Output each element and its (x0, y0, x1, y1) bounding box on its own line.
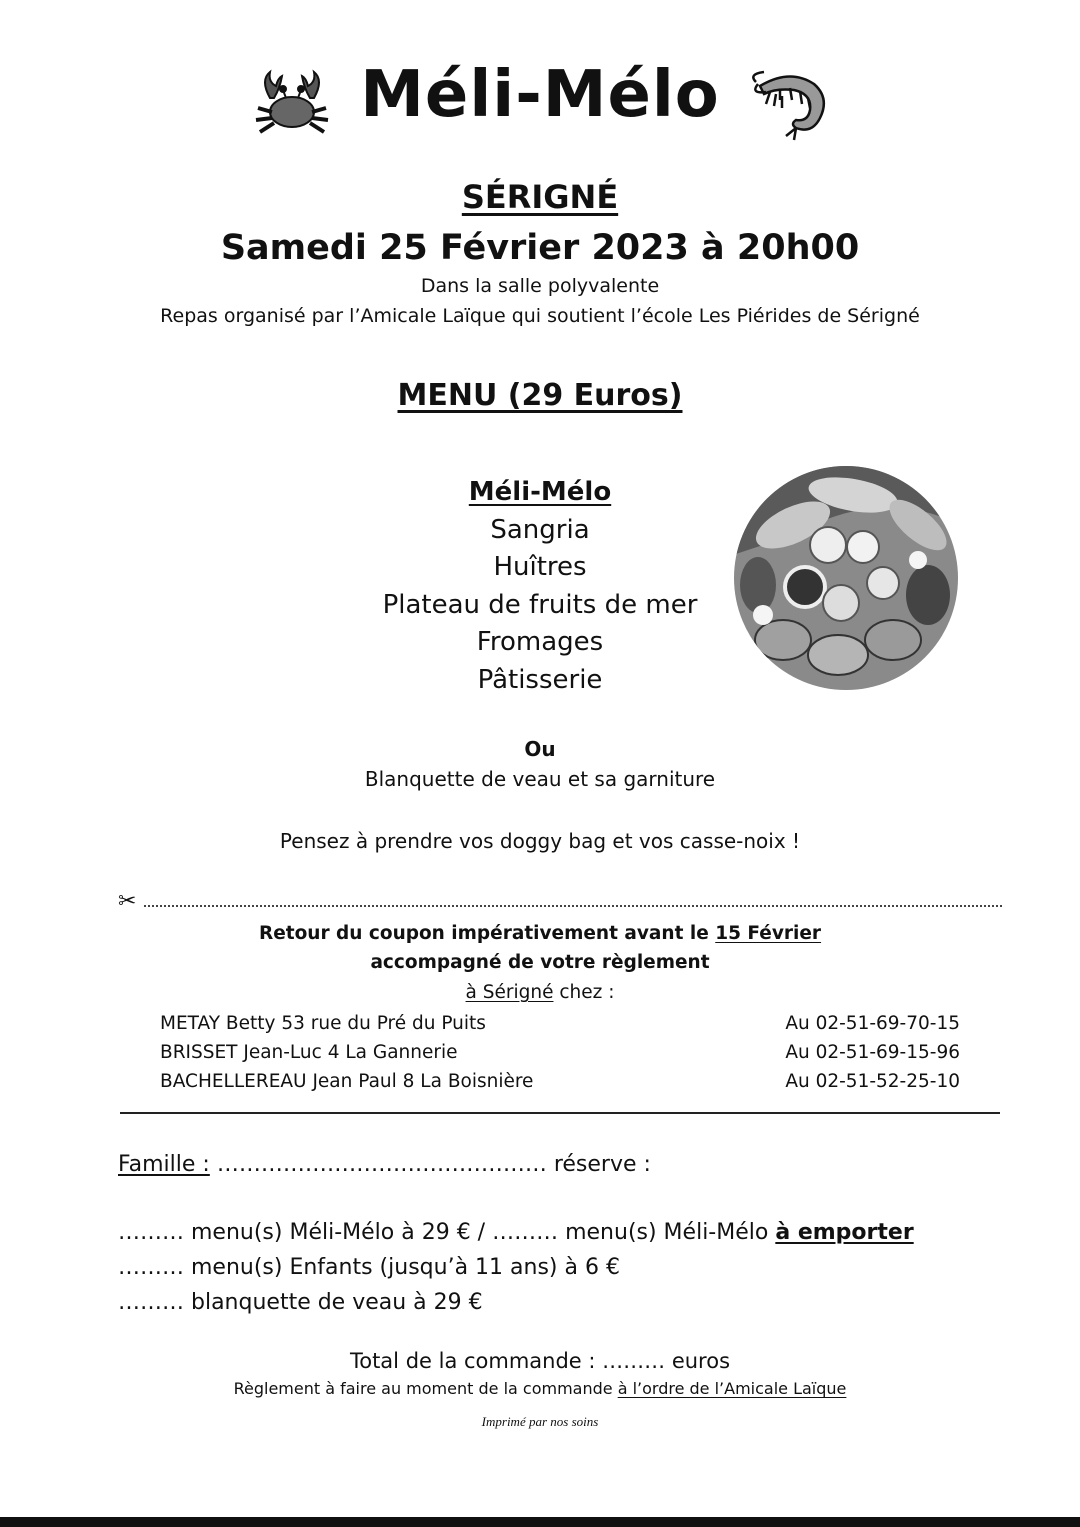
order-line-meli-melo (118, 1215, 914, 1250)
family-blank[interactable]: ……………………………………… (209, 1152, 554, 1177)
scissors-icon: ✂ (118, 889, 137, 914)
total-label: Total de la commande : (349, 1349, 603, 1373)
contact-row (160, 1067, 960, 1096)
event-venue: Dans la salle polyvalente (420, 275, 660, 297)
payment-note-text: Règlement à faire au moment de la commande (233, 1379, 618, 1398)
takeaway-label: à emporter (775, 1220, 914, 1245)
order-text: menu(s) Enfants (jusqu’à 11 ans) à 6 € (184, 1255, 620, 1280)
tip-text: Pensez à prendre vos doggy bag et vos casse-noix ! (279, 829, 801, 853)
contact-phone: Au 02-51-52-25-10 (785, 1071, 960, 1092)
event-location: SÉRIGNÉ (461, 178, 619, 216)
event-organizer: Repas organisé par l’Amicale Laïque qui soutient l’école Les Piérides de Sérigné (160, 305, 920, 327)
order-text: menu(s) Méli-Mélo à 29 € / (184, 1220, 493, 1245)
quantity-blank[interactable]: ……… (118, 1255, 184, 1280)
contact-phone: Au 02-51-69-70-15 (785, 1013, 960, 1034)
bottom-edge (0, 1517, 1080, 1527)
family-field[interactable] (118, 1152, 651, 1177)
reserve-label: réserve : (553, 1152, 651, 1177)
menu-item: Pâtisserie (477, 664, 603, 695)
menu-item: Fromages (476, 627, 604, 657)
menu-list (340, 474, 740, 699)
section-divider (120, 1112, 1000, 1114)
quantity-blank[interactable]: ……… (118, 1290, 184, 1315)
payment-line: accompagné de votre règlement (370, 952, 710, 973)
menu-heading: Méli-Mélo (468, 477, 612, 507)
menu-title: MENU (29 Euros) (397, 378, 683, 413)
order-text: blanquette de veau à 29 € (184, 1290, 483, 1315)
return-text: Retour du coupon impérativement avant le (258, 923, 716, 944)
payment-payee: à l’ordre de l’Amicale Laïque (617, 1379, 847, 1398)
menu-item: Plateau de fruits de mer (382, 589, 698, 620)
drop-location-suffix: chez : (553, 982, 615, 1003)
contact-row (160, 1038, 960, 1067)
dotted-divider (144, 905, 1002, 907)
order-lines (118, 1215, 914, 1320)
order-text: menu(s) Méli-Mélo (558, 1220, 776, 1245)
order-line-children (118, 1250, 914, 1285)
contact-phone: Au 02-51-69-15-96 (785, 1042, 960, 1063)
menu-item: Huîtres (493, 552, 587, 582)
quantity-blank[interactable]: ……… (118, 1220, 184, 1245)
total-blank[interactable]: ……… (602, 1349, 666, 1373)
alternative-dish: Blanquette de veau et sa garniture (364, 767, 716, 791)
order-total (0, 1349, 1080, 1373)
menu-item: Sangria (490, 514, 590, 545)
drop-location: à Sérigné (465, 982, 554, 1003)
drop-location-line (0, 982, 1080, 1003)
page-title: Méli-Mélo (360, 58, 720, 132)
order-line-blanquette (118, 1285, 914, 1320)
return-deadline-line (0, 923, 1080, 944)
total-unit: euros (665, 1349, 731, 1373)
contact-name: BRISSET Jean-Luc 4 La Gannerie (160, 1042, 458, 1063)
contact-name: METAY Betty 53 rue du Pré du Puits (160, 1013, 486, 1034)
deadline-date: 15 Février (715, 923, 822, 944)
or-label: Ou (524, 737, 556, 761)
quantity-blank[interactable]: ……… (492, 1220, 559, 1245)
printed-by: Imprimé par nos soins (481, 1414, 599, 1429)
payment-note (0, 1379, 1080, 1398)
contact-list (160, 1009, 960, 1096)
event-date: Samedi 25 Février 2023 à 20h00 (220, 228, 860, 268)
contact-row (160, 1009, 960, 1038)
cut-line (118, 889, 1002, 917)
seafood-platter-image (733, 465, 959, 691)
contact-name: BACHELLEREAU Jean Paul 8 La Boisnière (160, 1071, 534, 1092)
family-label: Famille : (118, 1152, 210, 1177)
